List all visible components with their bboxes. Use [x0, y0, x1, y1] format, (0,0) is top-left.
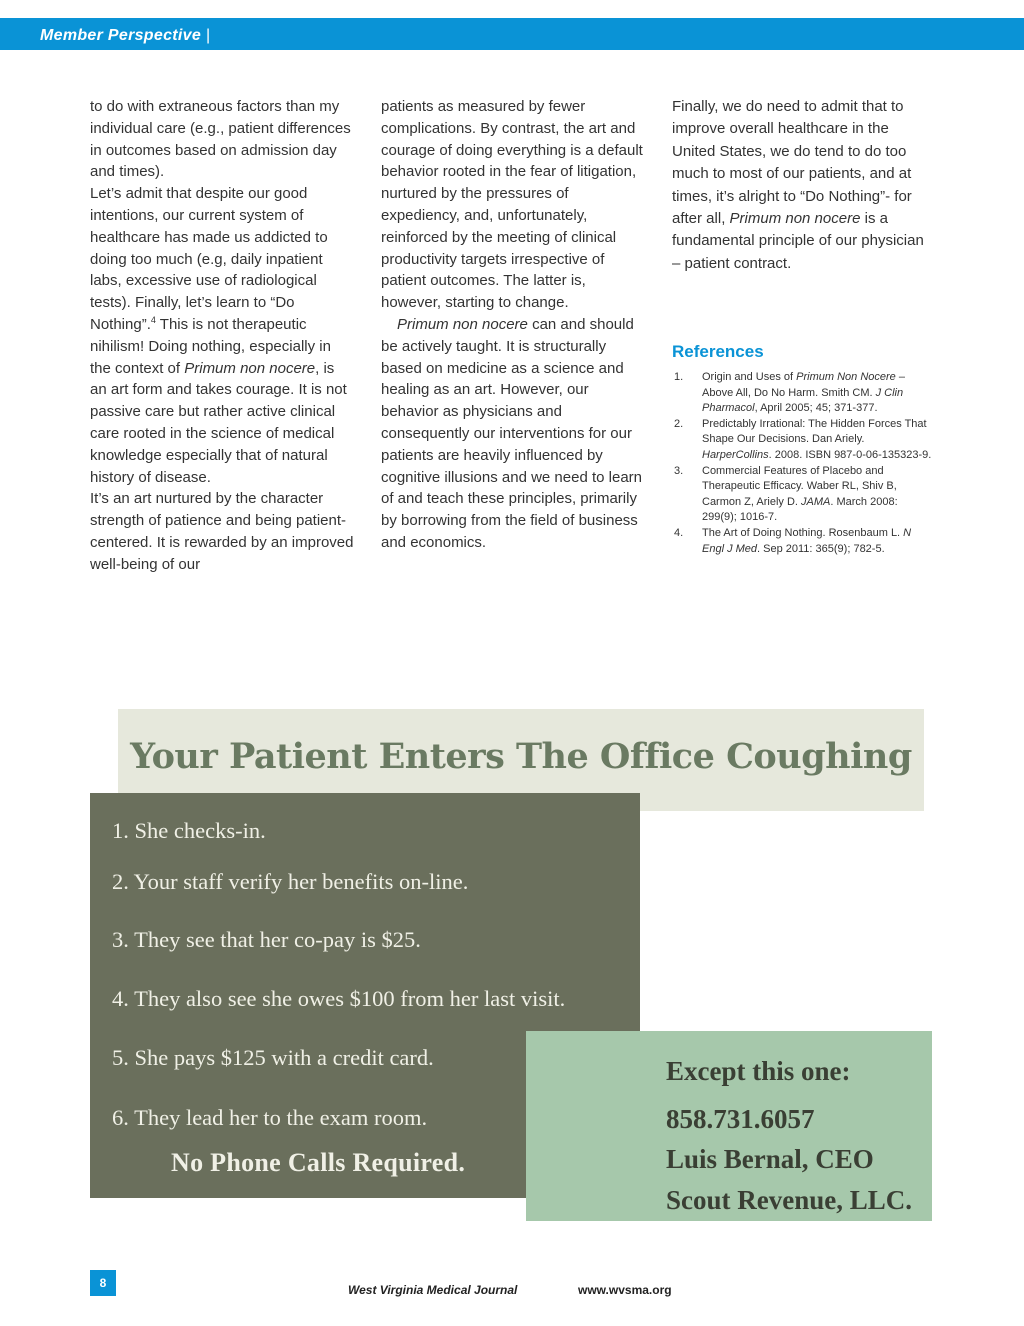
column2-paragraph-2: Primum non nocere can and should be actively taught. It is structurally based on medicine as a science and healing as an art. However, our behavior as physicians and consequently our interventions for our patients are heavily influenced by cognitive illusions and we need to learn of and teach these principles, primarily by borrowing from the field of business and economics. [381, 315, 642, 551]
column1-paragraph-1: to do with extraneous factors than my individual care (e.g., patient differences in outcomes based on admission day and times). [90, 98, 351, 181]
footer-website: www.wvsma.org [578, 1283, 672, 1297]
reference-item: 1. Origin and Uses of Primum Non Nocere – Above All, Do No Harm. Smith CM. J Clin Pharmacol, April 2005; 45; 371-377. [674, 371, 905, 415]
reference-item: 2. Predictably Irrational: The Hidden Forces That Shape Our Decisions. Dan Ariely. HarperCollins. 2008. ISBN 987-0-06-135323-9. [674, 417, 932, 461]
footnote-ref: 4 [150, 314, 156, 325]
article-column-2 [381, 96, 646, 554]
column2-paragraph-1: patients as measured by fewer complications. By contrast, the art and courage of doing everything is a default behavior rooted in the fear of litigation, nurtured by the pressures of expediency, and, unfortunately, reinforced by the meeting of clinical productivity targets irrespective of patient outcomes. The latter is, however, starting to change. [381, 98, 643, 312]
page-number: 8 [90, 1270, 116, 1296]
ad-step-6: 6. They lead her to the exam room. [112, 1105, 428, 1130]
reference-item: 4. The Art of Doing Nothing. Rosenbaum L. N Engl J Med. Sep 2011: 365(9); 782-5. [674, 526, 912, 555]
ad-title: Your Patient Enters The Office Coughing [130, 736, 912, 777]
contact-phone: 858.731.6057 [666, 1104, 815, 1134]
references-title: References [672, 342, 764, 361]
ad-step-1: 1. She checks-in. [112, 818, 266, 843]
article-column-1 [90, 96, 355, 576]
ad-step-5: 5. She pays $125 with a credit card. [112, 1045, 434, 1070]
column1-paragraph-3: It’s an art nurtured by the character strength of patience and being patient-centered. It is rewarded by an improved well-being of our [90, 490, 354, 573]
contact-name: Luis Bernal, CEO [666, 1144, 874, 1174]
header-bar [0, 18, 1024, 50]
ad-step-4: 4. They also see she owes $100 from her last visit. [112, 986, 566, 1011]
column1-paragraph-2: Let’s admit that despite our good intentions, our current system of healthcare has made us addicted to doing too much (e.g, daily inpatient labs, excessive use of radiological tests). Finally, let’s learn to “Do Nothing”.$^4$ This is not therapeutic nihilism! Doing nothing, especially in the context of Primum non nocere, is an art form and takes courage. It is not passive care but rather active clinical care rooted in the science of medical knowledge especially that of natural history of disease. [90, 185, 347, 486]
contact-intro: Except this one: [666, 1056, 851, 1086]
ad-step-2: 2. Your staff verify her benefits on-line. [112, 869, 469, 894]
ad-step-3: 3. They see that her co-pay is $25. [112, 927, 421, 952]
article-column-3 [672, 96, 934, 275]
reference-item: 3. Commercial Features of Placebo and Therapeutic Efficacy. Waber RL, Shiv B, Carmon Z, Ariely D. JAMA. March 2008: 299(9); 1016-7. [674, 464, 898, 524]
contact-company: Scout Revenue, LLC. [666, 1185, 913, 1215]
section-title: Member Perspective | [40, 27, 211, 44]
ad-tagline: No Phone Calls Required. [171, 1148, 466, 1177]
footer-journal-name: West Virginia Medical Journal [348, 1283, 518, 1297]
references-list [672, 370, 934, 557]
header-separator: | [206, 27, 211, 44]
ad-contact-panel [526, 1031, 932, 1221]
column3-paragraph-1: Finally, we do need to admit that to improve overall healthcare in the United States, we do tend to do too much to most of our patients, and at times, it’s alright to “Do Nothing”- for after all, Primum non nocere is a fundamental principle of our physician – patient contract. [672, 98, 924, 272]
